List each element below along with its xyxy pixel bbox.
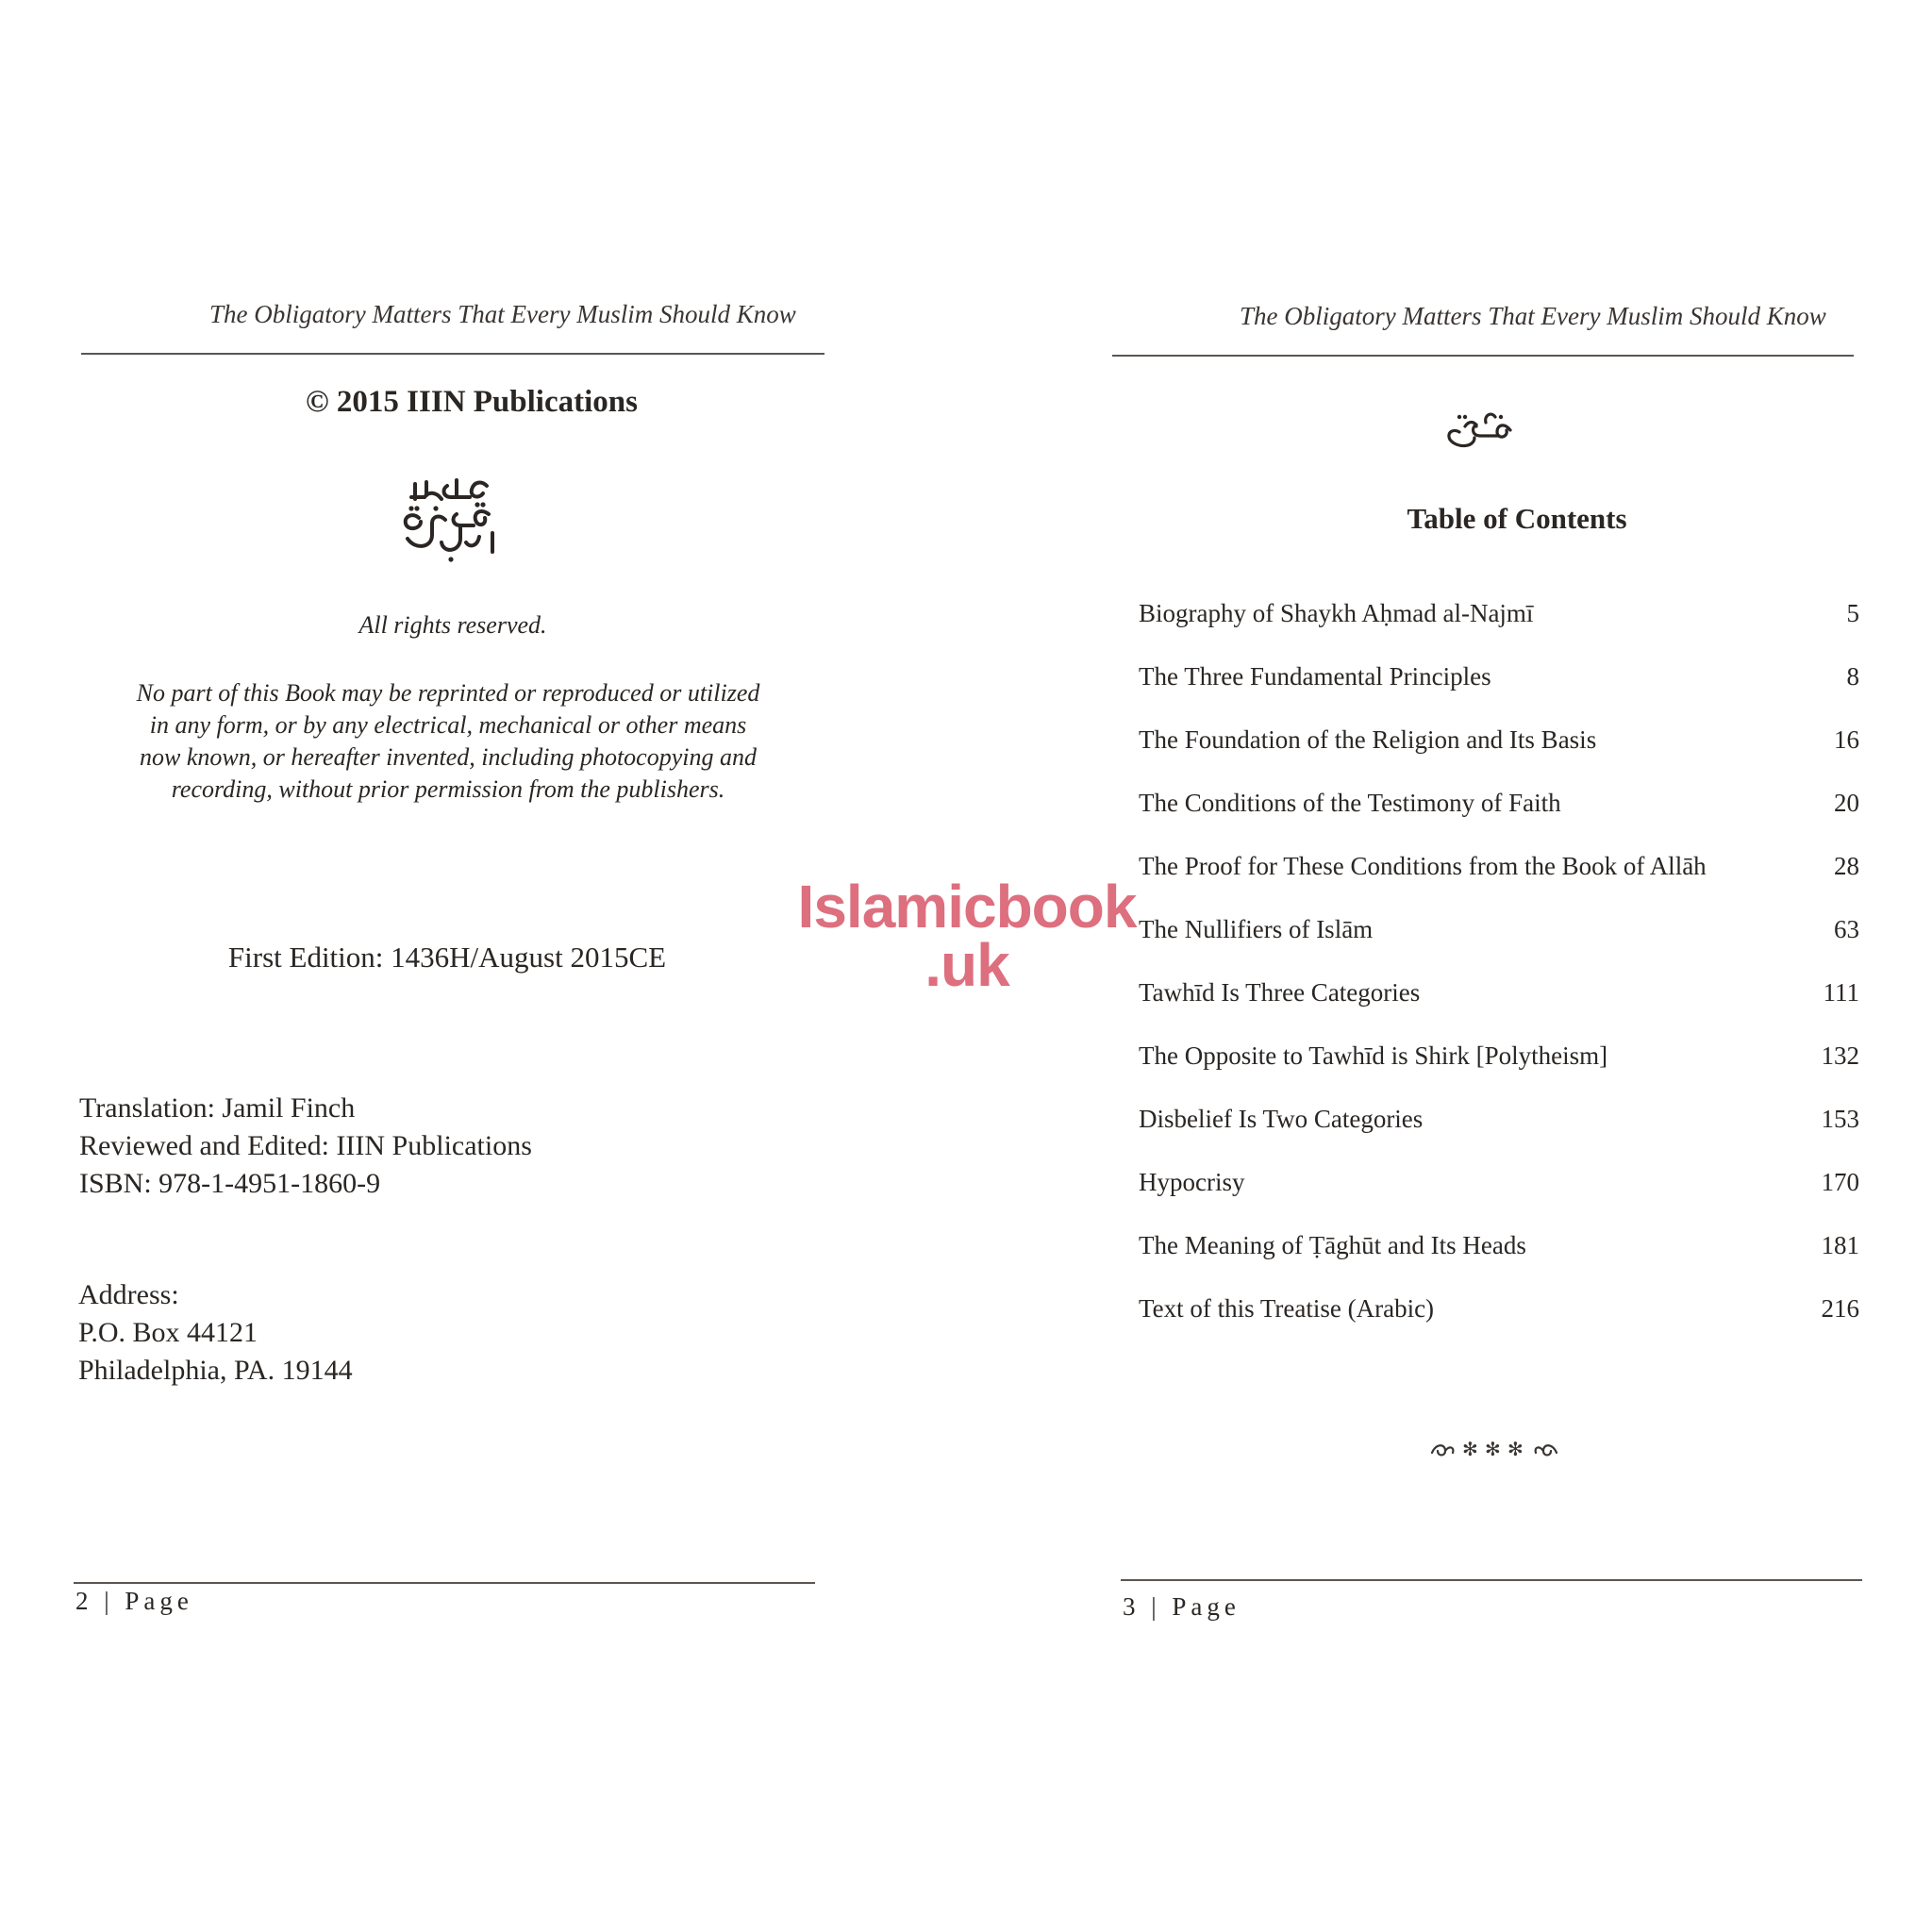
translation-credit: Translation: Jamil Finch	[79, 1092, 356, 1124]
toc-entry-page: 132	[1821, 1041, 1859, 1070]
address-po-box: P.O. Box 44121	[78, 1317, 258, 1348]
toc-entry-title: Disbelief Is Two Categories	[1139, 1105, 1424, 1133]
footer-rule	[1121, 1579, 1862, 1581]
toc-entry-page: 216	[1821, 1294, 1859, 1323]
table-of-contents	[1139, 599, 1859, 1357]
copyright-line: © 2015 IIIN Publications	[306, 385, 638, 419]
toc-entry-title: The Meaning of Ṭāghūt and Its Heads	[1139, 1231, 1526, 1259]
toc-entry[interactable]	[1139, 1105, 1859, 1168]
running-head: The Obligatory Matters That Every Muslim Should Know	[1240, 302, 1826, 330]
toc-entry-title: Hypocrisy	[1139, 1168, 1245, 1196]
editor-credit: Reviewed and Edited: IIIN Publications	[79, 1130, 532, 1161]
watermark-line-1: Islamicbook	[797, 873, 1137, 941]
toc-entry-title: Text of this Treatise (Arabic)	[1139, 1294, 1435, 1323]
toc-entry-page: 28	[1834, 852, 1859, 880]
svg-text:✻: ✻	[1462, 1438, 1478, 1460]
toc-entry-page: 111	[1823, 978, 1859, 1007]
toc-entry[interactable]	[1139, 1294, 1859, 1357]
reproduction-disclaimer: No part of this Book may be reprinted or reproduced or utilized in any form, or by any electrical, mechanical or other means now known, or hereafter invented, including photocopying and recording, without prior permission from the publishers.	[136, 679, 760, 803]
toc-entry-title: The Nullifiers of Islām	[1139, 915, 1374, 943]
toc-entry-title: Biography of Shaykh Aḥmad al-Najmī	[1139, 599, 1534, 627]
svg-text:✻: ✻	[1507, 1438, 1524, 1460]
page-number-footer: 3 | Page	[1123, 1592, 1241, 1621]
toc-entry[interactable]	[1139, 789, 1859, 852]
toc-entry-page: 8	[1846, 662, 1859, 691]
toc-entry-page: 63	[1834, 915, 1859, 943]
toc-heading: Table of Contents	[1407, 502, 1627, 535]
watermark-line-2: .uk	[924, 931, 1009, 999]
toc-entry-page: 5	[1846, 599, 1859, 627]
toc-entry-page: 153	[1821, 1105, 1859, 1133]
toc-entry-page: 20	[1834, 789, 1859, 817]
toc-entry-title: The Foundation of the Religion and Its Basis	[1139, 725, 1597, 754]
floral-ornament-divider	[1428, 1438, 1560, 1460]
toc-entry[interactable]	[1139, 915, 1859, 978]
footer-rule	[74, 1582, 815, 1584]
toc-entry-title: The Conditions of the Testimony of Faith	[1139, 789, 1561, 817]
running-head: The Obligatory Matters That Every Muslim Should Know	[209, 300, 796, 328]
credits-block	[79, 1090, 532, 1203]
toc-entry-page: 181	[1821, 1231, 1859, 1259]
isbn: ISBN: 978-1-4951-1860-9	[79, 1168, 381, 1199]
svg-text:✻: ✻	[1485, 1438, 1501, 1460]
toc-entry[interactable]	[1139, 1041, 1859, 1105]
toc-entry[interactable]	[1139, 1231, 1859, 1294]
address-block	[78, 1276, 353, 1390]
toc-entry-title: The Opposite to Tawhīd is Shirk [Polytheism]	[1139, 1041, 1608, 1070]
toc-entry[interactable]	[1139, 1168, 1859, 1231]
toc-entry[interactable]	[1139, 978, 1859, 1041]
arabic-calligraphy-seal	[394, 476, 504, 566]
header-rule	[81, 353, 824, 355]
header-rule	[1112, 355, 1854, 357]
toc-entry-title: The Three Fundamental Principles	[1139, 662, 1491, 691]
site-watermark	[792, 873, 1141, 999]
toc-entry-page: 170	[1821, 1168, 1859, 1196]
toc-entry[interactable]	[1139, 725, 1859, 789]
arabic-index-calligraphy	[1442, 404, 1518, 453]
all-rights-reserved: All rights reserved.	[358, 611, 547, 639]
toc-entry-title: Tawhīd Is Three Categories	[1139, 978, 1421, 1007]
edition-line: First Edition: 1436H/August 2015CE	[227, 941, 667, 974]
toc-entry[interactable]	[1139, 852, 1859, 915]
toc-entry[interactable]	[1139, 599, 1859, 662]
address-label: Address:	[78, 1279, 179, 1310]
page-number-footer: 2 | Page	[75, 1587, 193, 1615]
address-city: Philadelphia, PA. 19144	[78, 1355, 353, 1386]
toc-entry-page: 16	[1834, 725, 1859, 754]
toc-entry-title: The Proof for These Conditions from the Book of Allāh	[1139, 852, 1707, 880]
toc-entry[interactable]	[1139, 662, 1859, 725]
